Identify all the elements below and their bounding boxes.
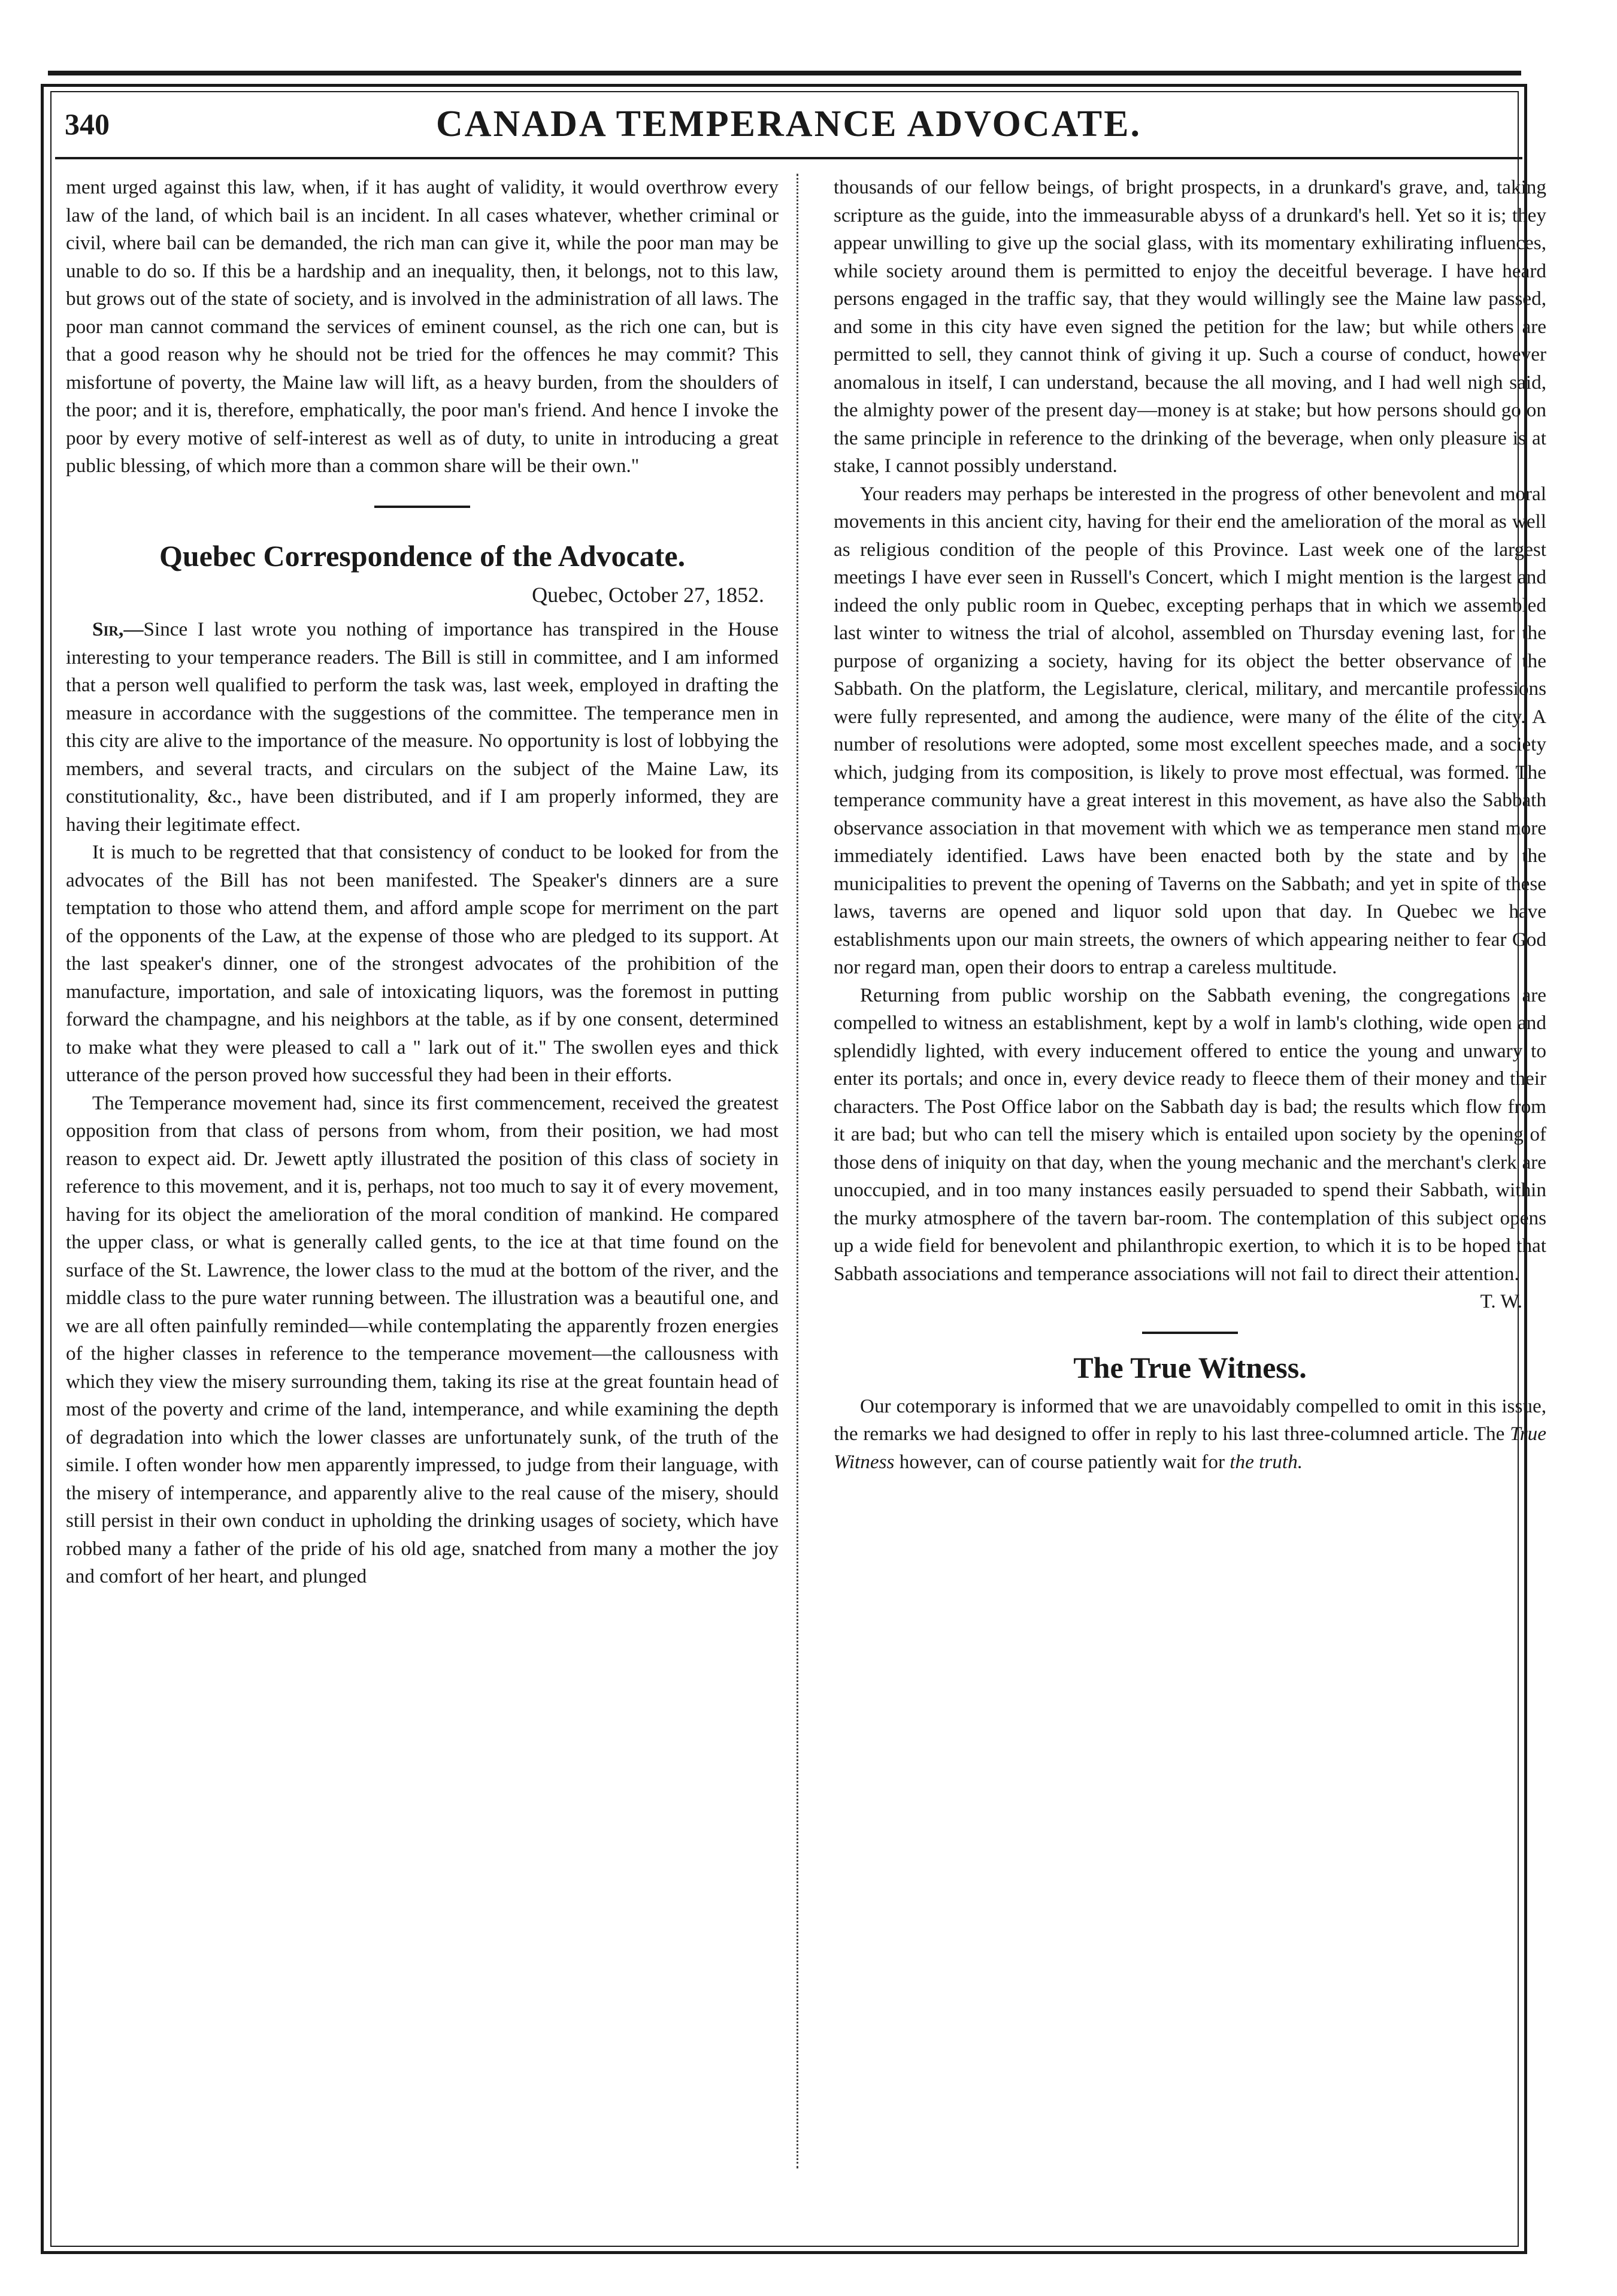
header-rule: [55, 157, 1522, 159]
right-column: [834, 174, 1546, 1476]
page-header: [55, 101, 1522, 149]
signature: T. W.: [1480, 1290, 1522, 1312]
section-divider: [1142, 1332, 1238, 1334]
paragraph: Your readers may perhaps be interested in the progress of other benevolent and moral movements in this ancient city, having for their end the amelioration of the moral as well as religious condition of the people of this Province. Last week one of the largest meetings I have ever seen in Russell's Concert, which I might mention is the largest and indeed the only public room in Quebec, excepting perhaps that in which we assembled last winter to witness the trial of alcohol, assembled on Thursday evening last, for the purpose of organizing a society, having for its object the better observance of the Sabbath. On the platform, the Legislature, clerical, military, and mercantile professions were fully represented, and among the audience, were many of the élite of the city. A number of resolutions were adopted, some most excellent speeches made, and a society which, judging from its composition, is likely to prove most effectual, was formed. The temperance community have a great interest in this movement, as have also the Sabbath observance association in that movement with which we as temperance men stand more immediately identified. Laws have been enacted both by the state and by the municipalities to prevent the opening of Taverns on the Sabbath; and yet in spite of these laws, taverns are opened and liquor sold upon that day. In Quebec we have establishments upon our main streets, the owners of which appearing neither to fear God nor regard man, open their doors to entrap a careless multitude.: [834, 482, 1546, 978]
left-column: [66, 174, 779, 1591]
dateline: Quebec, October 27, 1852.: [532, 582, 764, 607]
article-continuation: ment urged against this law, when, if it has aught of validity, it would overthrow every law of the land, of which bail is an incident. In all cases whatever, whether criminal or civil, where bail can be demanded, the rich man can give it, while the poor man may be unable to do so. If this be a hardship and an inequality, then, it belongs, not to this law, but grows out of the state of society, and is involved in the administration of all laws. The poor man cannot command the services of eminent counsel, as the rich one can, but is that a good reason why he should not be tried for the offences he may commit? This misfortune of poverty, the Maine law will lift, as a heavy burden, from the shoulders of the poor; and it is, therefore, emphatically, the poor man's friend. And hence I invoke the poor by every motive of self-interest as well as of duty, to unite in introducing a great public blessing, of which more than a common share will be their own.": [66, 176, 779, 477]
italic-phrase: True Witness: [834, 1423, 1546, 1473]
page-number: 340: [65, 107, 110, 141]
section-title-quebec: Quebec Correspondence of the Advocate.: [159, 539, 686, 573]
paragraph: Our cotemporary is informed that we are unavoidably compelled to omit in this issue, the remarks we had designed to offer in reply to his last three-columned article. The True Witness however, can of course patiently wait for the truth.: [834, 1394, 1546, 1473]
paragraph: The Temperance movement had, since its first commencement, received the greatest opposition from that class of persons from whom, from their position, we had most reason to expect aid. Dr. Jewett aptly illustrated the position of this class of society in reference to this movement, and it is, perhaps, not too much to say it of every movement, having for its object the amelioration of the moral condition of mankind. He compared the upper class, or what is generally called gents, to the ice at that time found on the surface of the St. Lawrence, the lower class to the mud at the bottom of the river, and the middle class to the pure water running between. The illustration was a beautiful one, and we are all often painfully reminded—while contemplating the apparently frozen energies of the higher classes in reference to the temperance movement—the callousness with which they view the misery surrounding them, taking its rise at the great fountain head of most of the poverty and crime of the land, intemperance, and while examining the depth of degradation into which the lower classes are unfortunately sunk, of the truth of the simile. I often wonder how men apparently impressed, to judge from their language, with the misery of intemperance, and apparently alive to the real cause of the misery, should still persist in their own conduct in upholding the drinking usages of society, which have robbed many a father of the pride of his old age, snatched from many a mother the joy and comfort of her heart, and plunged: [66, 1091, 779, 1587]
italic-phrase: the truth.: [1230, 1450, 1303, 1473]
top-rule: [48, 71, 1521, 75]
masthead-title: CANADA TEMPERANCE ADVOCATE.: [435, 104, 1142, 144]
paragraph: Sir,—Since I last wrote you nothing of importance has transpired in the House interesting to your temperance readers. The Bill is still in committee, and I am informed that a person well qualified to perform the task was, last week, employed in drafting the measure in accordance with the suggestions of the committee. The temperance men in this city are alive to the importance of the measure. No opportunity is lost of lobbying the members, and several tracts, and circulars on the subject of the Maine Law, its constitutionality, &c., have been distributed, and if I am properly informed, they are having their legitimate effect.: [66, 618, 779, 836]
paragraph: Returning from public worship on the Sabbath evening, the congregations are compelled to witness an establishment, kept by a wolf in lamb's clothing, wide open and splendidly lighted, with every inducement offered to entice the young and unwary to enter its portals; and once in, every device ready to fleece them of their money and their characters. The Post Office labor on the Sabbath day is bad; the results which flow from it are bad; but who can tell the misery which is entailed upon society by the opening of those dens of iniquity on that day, when the young mechanic and the merchant's clerk are unoccupied, and in too many instances easily persuaded to spend their Sabbath, within the murky atmosphere of the tavern bar-room. The contemplation of this subject opens up a wide field for benevolent and philanthropic exertion, to which it is to be hoped that Sabbath associations and temperance associations will not fail to direct their attention.: [834, 984, 1546, 1285]
paragraph: thousands of our fellow beings, of bright prospects, in a drunkard's grave, and, taking scripture as the guide, into the immeasurable abyss of a drunkard's hell. Yet so it is; they appear unwilling to give up the social glass, with its momentary exhilirating influences, while society around them is permitted to enjoy the deceitful beverage. I have heard persons engaged in the traffic say, that they would willingly see the Maine law passed, and some in this city have even signed the petition for the law; but while others are permitted to sell, they cannot think of giving it up. Such a course of conduct, however anomalous in itself, I can understand, because the all moving, and I had well nigh said, the almighty power of the present day—money is at stake; but how persons should go on the same principle in reference to the drinking of the beverage, when only pleasure is at stake, I cannot possibly understand.: [834, 176, 1546, 477]
section-divider: [374, 506, 470, 508]
column-divider: [797, 174, 800, 2168]
section-title-true-witness: The True Witness.: [1073, 1350, 1307, 1384]
salutation: Sir,—: [92, 618, 144, 640]
paragraph: It is much to be regretted that that consistency of conduct to be looked for from the advocates of the Bill has not been manifested. The Speaker's dinners are a sure temptation to those who attend them, and afford ample scope for merriment on the part of the opponents of the Law, at the expense of those who are pledged to its support. At the last speaker's dinner, one of the strongest advocates of the prohibition of the manufacture, importation, and sale of intoxicating liquors, was the foremost in putting forward the champagne, and his neighbors at the table, as if by one consent, determined to make what they were pleased to call a " lark out of it." The swollen eyes and thick utterance of the person proved how successful they had been in their efforts.: [66, 841, 779, 1086]
